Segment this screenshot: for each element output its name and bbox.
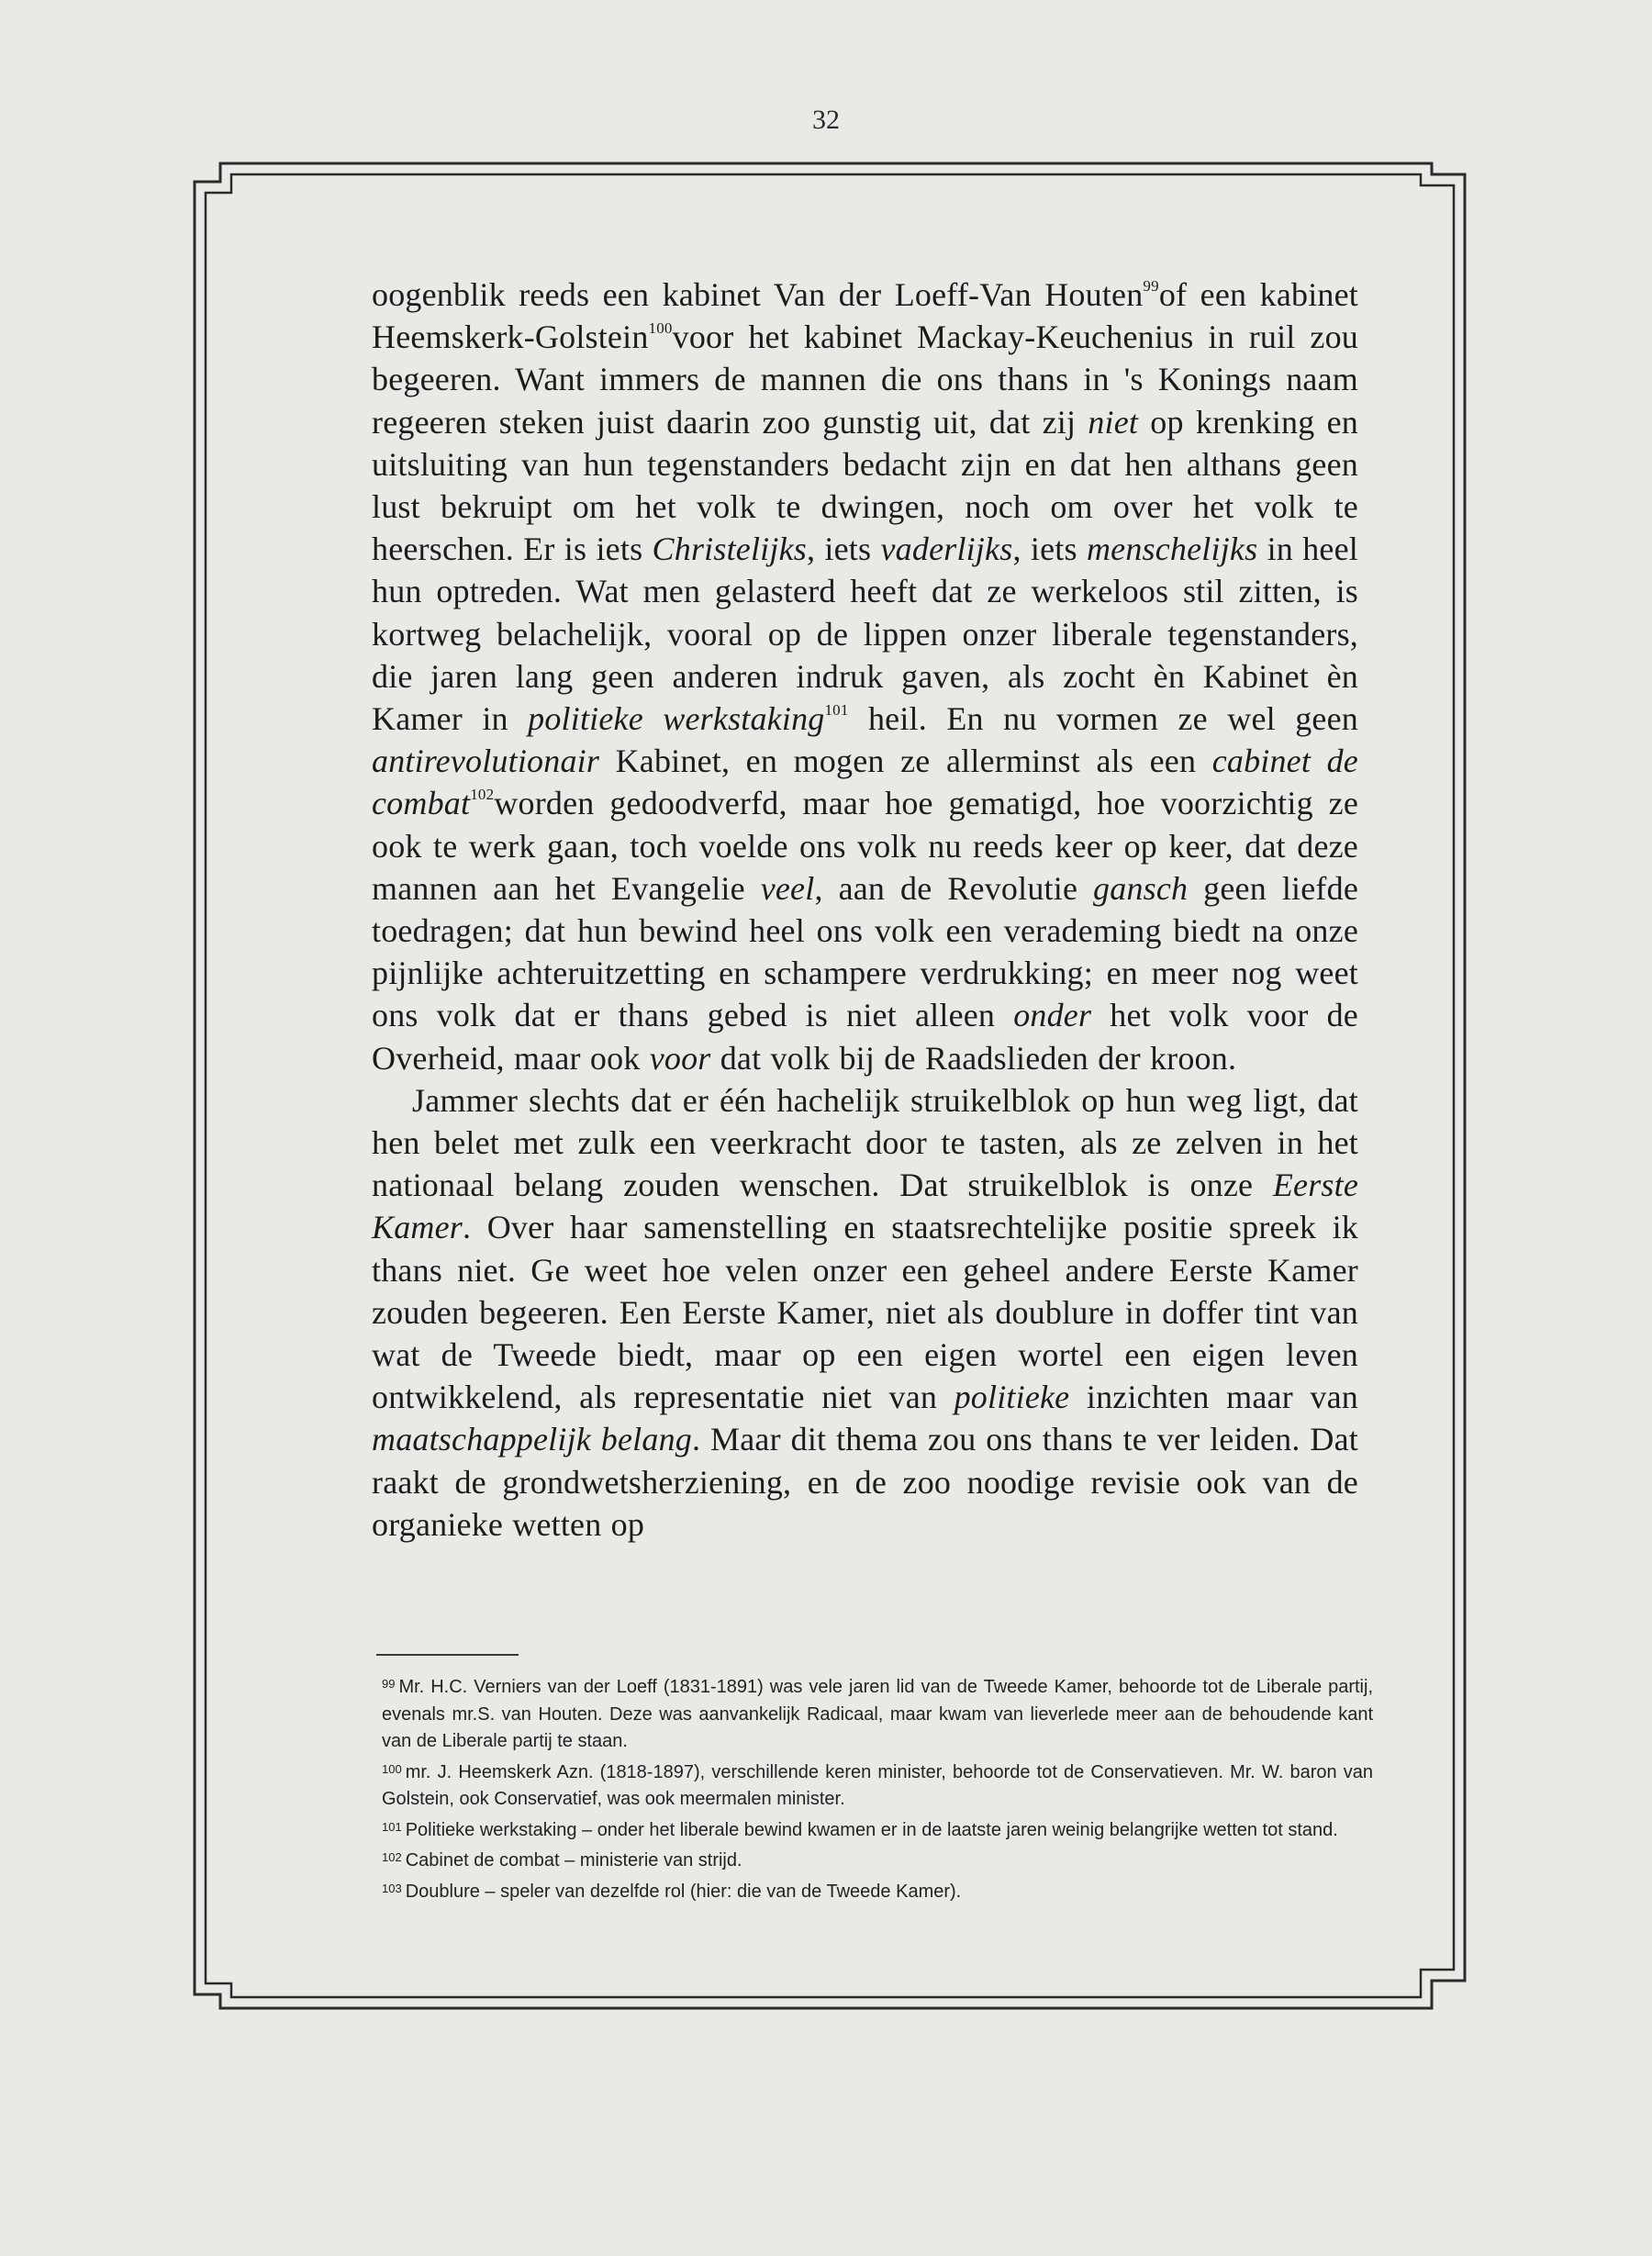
footnote-number: 100: [382, 1761, 402, 1776]
footnote-text: Doublure – speler van dezelfde rol (hier: die van de Tweede Kamer).: [405, 1881, 962, 1902]
footnote-number: 103: [382, 1881, 402, 1895]
text-run: in heel hun optreden. Wat men gelasterd heeft dat ze werkeloos stil zitten, is kortweg belachelijk, vooral op de lippen onzer liberale tegenstanders, die jaren lang geen anderen indruk gaven, als zocht èn Kabinet èn Kamer in: [372, 530, 1358, 738]
italic-phrase: veel: [760, 869, 815, 907]
footnote: [382, 1814, 1373, 1845]
paragraph-2: [372, 1079, 1358, 1546]
main-text-block: [372, 274, 1358, 1546]
footnote-divider: [376, 1654, 519, 1656]
italic-phrase: menschelijks: [1086, 530, 1258, 568]
footnote-reference: 99: [1143, 277, 1159, 295]
footnote-text: Cabinet de combat – ministerie van strijd.: [405, 1850, 742, 1871]
footnote-text: Politieke werkstaking – onder het liberale bewind kwamen er in de laatste jaren weinig belangrijke wetten tot stand.: [405, 1819, 1338, 1840]
text-run: . Maar dit thema zou ons thans te ver leiden. Dat raakt de grondwetsherziening, en de zoo noodige revisie ook van de organieke wetten op: [372, 1421, 1358, 1543]
text-run: worden gedoodverfd, maar hoe gematigd, hoe voorzichtig ze ook te werk gaan, toch voelde ons volk nu reeds keer op keer, dat deze mannen aan het Evangelie: [372, 785, 1358, 907]
italic-phrase: gansch: [1093, 869, 1189, 907]
text-run: heil. En nu vormen ze wel geen: [848, 700, 1358, 738]
text-run: voor het kabinet Mackay-Keuchenius in ruil zou begeeren. Want immers de mannen die ons thans in 's Konings naam regeeren steken juist daarin zoo gunstig uit, dat zij: [372, 318, 1358, 441]
text-run: Kabinet, en mogen ze allerminst als een: [599, 743, 1212, 780]
text-run: , iets: [1012, 530, 1087, 568]
text-run: inzichten maar van: [1069, 1379, 1358, 1416]
text-run: , aan de Revolutie: [814, 869, 1094, 907]
italic-phrase: maatschappelijk belang: [372, 1421, 692, 1458]
footnotes-section: [382, 1670, 1373, 1905]
paragraph-1: [372, 274, 1358, 1079]
text-run: oogenblik reeds een kabinet Van der Loeff-Van Houten: [372, 276, 1144, 313]
footnote-text: Mr. H.C. Verniers van der Loeff (1831-1891) was vele jaren lid van de Tweede Kamer, behoorde tot de Liberale partij, evenals mr.S. van Houten. Deze was aanvankelijk Radicaal, maar kwam van lieverlede meer aan de behoudende kant van de Liberale partij te staan.: [382, 1677, 1373, 1751]
italic-phrase: Christelijks: [652, 530, 807, 568]
footnote-number: 101: [382, 1819, 402, 1834]
italic-phrase: politieke: [954, 1379, 1070, 1416]
text-run: het volk voor de Overheid, maar ook: [372, 997, 1358, 1077]
footnote-number: 102: [382, 1850, 402, 1864]
footnote-text: mr. J. Heemskerk Azn. (1818-1897), verschillende keren minister, behoorde tot de Conservatieven. Mr. W. baron van Golstein, ook Conservatief, was ook meermalen minister.: [382, 1761, 1373, 1809]
footnote-number: 99: [382, 1677, 396, 1691]
text-run: , iets: [806, 530, 881, 568]
italic-phrase: voor: [649, 1039, 711, 1077]
italic-phrase: onder: [1013, 997, 1092, 1034]
italic-phrase: niet: [1088, 403, 1139, 441]
text-run: dat volk bij de Raadslieden der kroon.: [710, 1039, 1237, 1077]
italic-phrase: cabinet de combat: [372, 743, 1358, 822]
footnote-reference: 101: [824, 701, 849, 720]
italic-phrase: antirevolutionair: [372, 743, 600, 780]
text-run: . Over haar samenstelling en staatsrechtelijke positie spreek ik thans niet. Ge weet hoe velen onzer een geheel andere Eerste Kamer zouden begeeren. Een Eerste Kamer, niet als doublure in doffer tint van wat de Tweede biedt, maar op een eigen wortel een eigen leven ontwikkelend, als representatie niet van: [372, 1209, 1358, 1416]
italic-phrase: Eerste Kamer: [372, 1167, 1358, 1246]
italic-phrase: politieke werkstaking: [528, 700, 825, 738]
text-run: of een kabinet Heemskerk-Golstein: [372, 276, 1358, 356]
footnote: [382, 1670, 1373, 1756]
footnote-reference: 102: [470, 786, 495, 804]
footnote: [382, 1756, 1373, 1814]
text-run: op krenking en uitsluiting van hun tegenstanders bedacht zijn en dat hen althans geen lust bekruipt om het volk te dwingen, noch om over het volk te heerschen. Er is iets: [372, 403, 1358, 568]
text-run: Jammer slechts dat er één hachelijk struikelblok op hun weg ligt, dat hen belet met zulk een veerkracht door te tasten, als ze zelven in het nationaal belang zouden wenschen. Dat struikelblok is onze: [372, 1081, 1358, 1204]
page-number: 32: [812, 105, 840, 135]
footnote: [382, 1844, 1373, 1875]
italic-phrase: vaderlijks: [880, 530, 1013, 568]
footnote: [382, 1875, 1373, 1906]
text-run: geen liefde toedragen; dat hun bewind heel ons volk een verademing biedt na onze pijnlijke achteruitzetting en schampere verdrukking; en meer nog weet ons volk dat er thans gebed is niet alleen: [372, 869, 1358, 1034]
footnote-reference: 100: [648, 319, 673, 338]
